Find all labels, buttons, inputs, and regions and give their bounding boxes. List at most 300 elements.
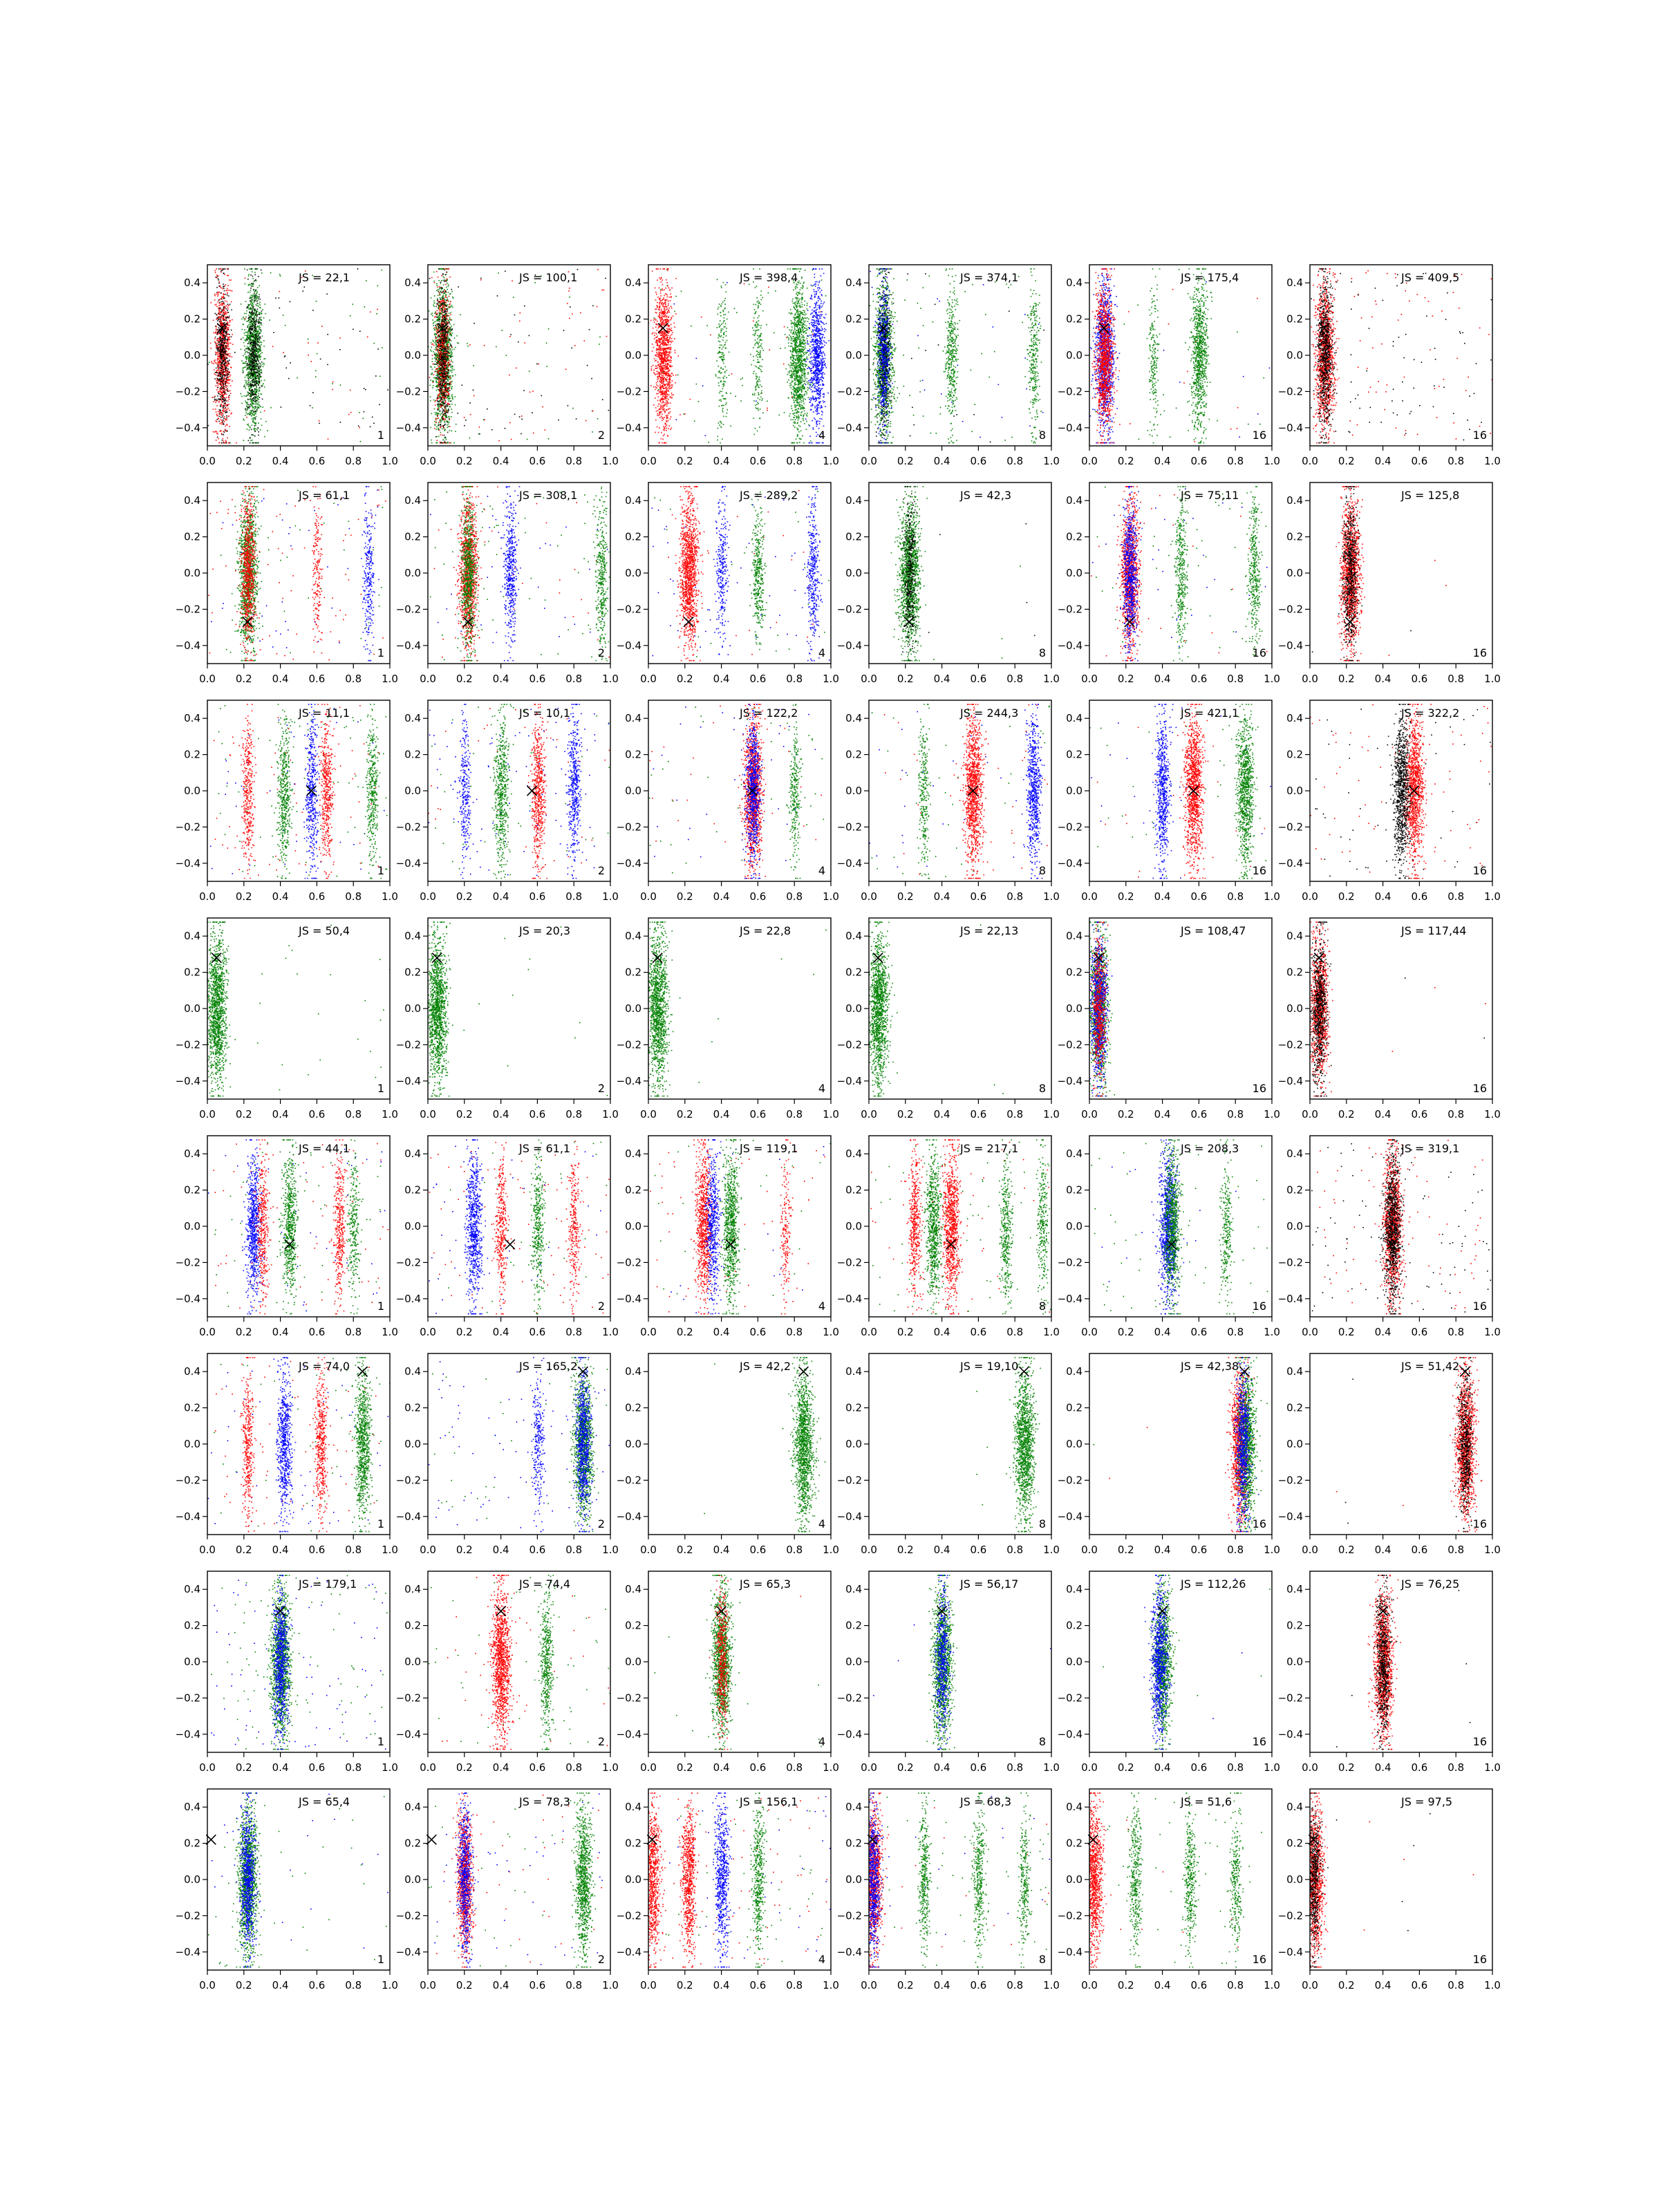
point [432, 355, 433, 356]
point [250, 392, 252, 393]
point [430, 400, 431, 402]
point [434, 282, 435, 283]
point [263, 366, 264, 368]
point [220, 332, 221, 333]
point [213, 431, 214, 433]
point [252, 406, 254, 408]
point [223, 319, 224, 321]
point [259, 379, 260, 381]
point [259, 397, 261, 398]
point [216, 419, 218, 420]
point [430, 427, 431, 429]
point [223, 434, 224, 435]
point [214, 373, 215, 375]
point [440, 337, 442, 339]
point [241, 349, 242, 350]
point [250, 362, 251, 364]
point [220, 347, 221, 348]
point [592, 306, 594, 307]
point [429, 310, 430, 312]
point [254, 330, 255, 331]
point [218, 279, 219, 280]
point [254, 431, 256, 432]
point [259, 402, 260, 403]
point [446, 368, 447, 370]
point [256, 363, 257, 364]
point [216, 370, 218, 371]
point [256, 406, 258, 408]
point [316, 301, 317, 302]
point [449, 379, 451, 380]
point [262, 364, 263, 365]
point [252, 440, 253, 441]
point [256, 400, 257, 402]
point [224, 365, 225, 366]
point [435, 378, 437, 379]
point [251, 411, 252, 413]
point [214, 378, 216, 379]
point [250, 319, 251, 320]
point [249, 317, 250, 318]
point [254, 370, 255, 371]
point [437, 359, 438, 361]
point [501, 330, 503, 331]
point [284, 356, 285, 357]
point [227, 310, 228, 311]
point [438, 295, 439, 297]
point [432, 315, 433, 317]
point [452, 375, 453, 377]
point [216, 368, 217, 369]
point [456, 335, 458, 337]
point [259, 328, 260, 329]
point [261, 369, 262, 371]
point [444, 292, 445, 294]
point [431, 368, 433, 370]
point [250, 300, 251, 301]
point [270, 272, 272, 274]
point [221, 376, 222, 377]
point [317, 353, 318, 355]
point [228, 374, 229, 375]
point [538, 364, 539, 365]
point [250, 414, 251, 415]
point [256, 312, 257, 313]
point [254, 347, 256, 348]
point [288, 378, 290, 379]
point [220, 348, 221, 350]
point [215, 326, 216, 327]
point [246, 359, 247, 360]
point [245, 366, 246, 368]
point [249, 322, 250, 324]
point [222, 395, 223, 396]
point [440, 406, 442, 407]
point [261, 319, 262, 321]
point [250, 292, 251, 293]
point [227, 303, 229, 305]
point [247, 352, 249, 353]
point [434, 353, 435, 354]
point [260, 341, 261, 343]
point [569, 318, 570, 319]
point [250, 373, 251, 374]
point [449, 317, 451, 319]
point [439, 395, 440, 397]
point [224, 375, 225, 377]
point [224, 341, 225, 343]
point [259, 349, 261, 350]
point [229, 399, 230, 400]
point [252, 403, 253, 404]
point [257, 315, 259, 316]
point [352, 303, 353, 305]
point [460, 315, 461, 316]
point [243, 372, 244, 373]
point [232, 319, 233, 321]
point [255, 422, 256, 424]
point [256, 321, 257, 323]
point [452, 297, 453, 298]
point [246, 348, 247, 350]
point [258, 360, 259, 362]
point [256, 387, 257, 388]
point [452, 368, 453, 369]
point [448, 348, 449, 350]
point [247, 321, 249, 322]
point [257, 403, 259, 404]
point [250, 354, 252, 355]
point [455, 374, 456, 375]
point [225, 362, 226, 363]
point [262, 336, 263, 337]
point [258, 435, 259, 436]
point [224, 339, 225, 340]
point [227, 390, 229, 391]
point [217, 358, 218, 359]
point [430, 349, 431, 350]
point [532, 391, 534, 392]
point [377, 348, 379, 350]
point [220, 394, 221, 395]
point [229, 395, 230, 396]
point [450, 343, 451, 344]
point [259, 406, 261, 407]
point [226, 328, 227, 329]
point [451, 319, 453, 321]
point [448, 393, 449, 394]
point [332, 382, 334, 383]
point [222, 310, 223, 311]
point [218, 355, 219, 357]
point [218, 383, 219, 384]
point [438, 366, 440, 368]
point [297, 377, 298, 379]
point [232, 344, 234, 345]
point [223, 306, 225, 308]
point [261, 362, 263, 363]
point [253, 355, 254, 356]
point [220, 308, 221, 309]
point [247, 407, 249, 409]
point [255, 382, 256, 383]
point [248, 360, 250, 362]
point [451, 362, 452, 363]
point [509, 336, 511, 337]
point [247, 368, 248, 369]
point [229, 442, 231, 444]
point [261, 322, 262, 324]
point [259, 317, 261, 319]
point [251, 390, 252, 391]
scatter-points [425, 268, 611, 443]
point [440, 302, 441, 303]
point [447, 337, 449, 338]
point [443, 280, 444, 281]
panel-number: 1 [377, 429, 384, 442]
point [366, 280, 367, 281]
point [248, 324, 250, 326]
point [228, 290, 229, 291]
point [260, 376, 261, 377]
point [259, 368, 260, 369]
point [218, 294, 219, 295]
point [251, 373, 252, 375]
point [246, 321, 247, 322]
point [223, 415, 224, 416]
point [246, 404, 247, 405]
point [250, 324, 252, 326]
point [439, 310, 440, 312]
point [250, 442, 251, 444]
point [259, 346, 261, 347]
js-annotation: JS = 22,1 [298, 271, 350, 284]
point [222, 303, 223, 304]
point [447, 424, 448, 426]
point [223, 408, 224, 409]
point [216, 349, 218, 350]
point [340, 384, 341, 386]
point [436, 283, 438, 284]
point [256, 386, 257, 387]
point [435, 353, 437, 354]
point [251, 315, 252, 317]
point [259, 339, 261, 341]
point [258, 395, 259, 397]
point [258, 276, 259, 277]
point [228, 442, 229, 444]
point [250, 274, 252, 276]
point [210, 343, 212, 344]
point [226, 313, 227, 315]
point [258, 422, 259, 424]
point [577, 269, 579, 270]
point [340, 422, 341, 423]
point [224, 416, 225, 418]
point [435, 355, 436, 357]
point [252, 359, 254, 360]
point [569, 297, 570, 298]
point [253, 411, 254, 413]
point [440, 413, 442, 414]
point [227, 292, 228, 294]
point [273, 332, 274, 333]
point [450, 314, 451, 315]
point [253, 330, 254, 332]
point [256, 292, 258, 294]
point [255, 328, 256, 329]
point [218, 353, 219, 354]
point [436, 331, 438, 332]
point [254, 385, 255, 386]
point [446, 335, 447, 337]
point [447, 392, 449, 393]
point [221, 368, 222, 369]
point [217, 378, 218, 379]
point [226, 330, 227, 331]
point [449, 341, 450, 343]
point [430, 396, 431, 397]
point [283, 352, 284, 353]
point [224, 313, 225, 315]
point [245, 401, 246, 402]
point [451, 366, 452, 368]
point [262, 399, 263, 400]
point [464, 425, 465, 427]
point [253, 296, 254, 297]
point [253, 382, 254, 383]
point [570, 306, 571, 308]
point [433, 341, 434, 342]
point [223, 348, 225, 349]
point [246, 406, 247, 407]
point [245, 415, 246, 416]
point [449, 430, 451, 431]
point [243, 371, 244, 373]
point [447, 319, 448, 320]
point [255, 378, 256, 379]
point [223, 356, 224, 357]
point [505, 428, 506, 429]
point [450, 406, 451, 408]
point [541, 395, 543, 397]
point [225, 442, 227, 444]
point [255, 419, 256, 420]
point [219, 391, 221, 393]
point [215, 272, 216, 274]
point [433, 303, 435, 304]
point [252, 330, 253, 331]
point [230, 279, 232, 281]
point [215, 332, 216, 333]
point [229, 379, 231, 381]
point [223, 357, 225, 359]
point [449, 417, 450, 418]
point [516, 368, 517, 369]
point [227, 290, 228, 291]
point [447, 395, 448, 396]
point [229, 303, 231, 305]
point [285, 325, 286, 326]
point [259, 370, 260, 371]
point [219, 366, 221, 368]
point [469, 438, 471, 439]
point [252, 278, 254, 279]
point [513, 297, 514, 298]
point [227, 275, 229, 276]
point [219, 423, 221, 424]
point [434, 357, 435, 359]
point [245, 363, 246, 364]
point [438, 408, 440, 409]
point [220, 319, 221, 320]
point [217, 350, 218, 352]
point [222, 421, 223, 422]
point [252, 392, 254, 393]
point [226, 404, 227, 406]
point [225, 359, 226, 360]
point [221, 404, 222, 405]
point [253, 393, 254, 395]
point [261, 350, 262, 351]
point [433, 304, 434, 306]
point [217, 395, 218, 397]
point [216, 414, 218, 415]
point [246, 310, 247, 312]
point [216, 405, 218, 406]
point [251, 320, 252, 321]
point [462, 385, 463, 386]
point [451, 372, 453, 373]
point [451, 388, 453, 390]
point [256, 397, 258, 398]
point [435, 375, 437, 376]
point [253, 356, 254, 357]
point [218, 317, 219, 318]
point [222, 368, 223, 369]
point [259, 312, 260, 313]
point [222, 345, 223, 346]
point [245, 278, 246, 279]
point [448, 366, 449, 367]
point [254, 406, 256, 407]
point [454, 337, 456, 339]
point [219, 303, 221, 304]
point [605, 278, 606, 279]
point [216, 317, 218, 319]
point [221, 272, 222, 273]
point [447, 304, 449, 306]
point [222, 366, 223, 367]
point [451, 359, 452, 361]
point [250, 355, 252, 357]
point [431, 342, 432, 344]
point [259, 350, 260, 352]
point [279, 308, 281, 309]
point [431, 312, 433, 314]
point [223, 392, 224, 393]
point [256, 268, 257, 270]
point [252, 318, 253, 319]
point [243, 420, 245, 421]
point [253, 318, 254, 319]
point [436, 271, 438, 272]
point [451, 350, 453, 351]
point [447, 297, 448, 299]
point [437, 357, 438, 358]
point [255, 315, 256, 316]
point [225, 386, 227, 388]
